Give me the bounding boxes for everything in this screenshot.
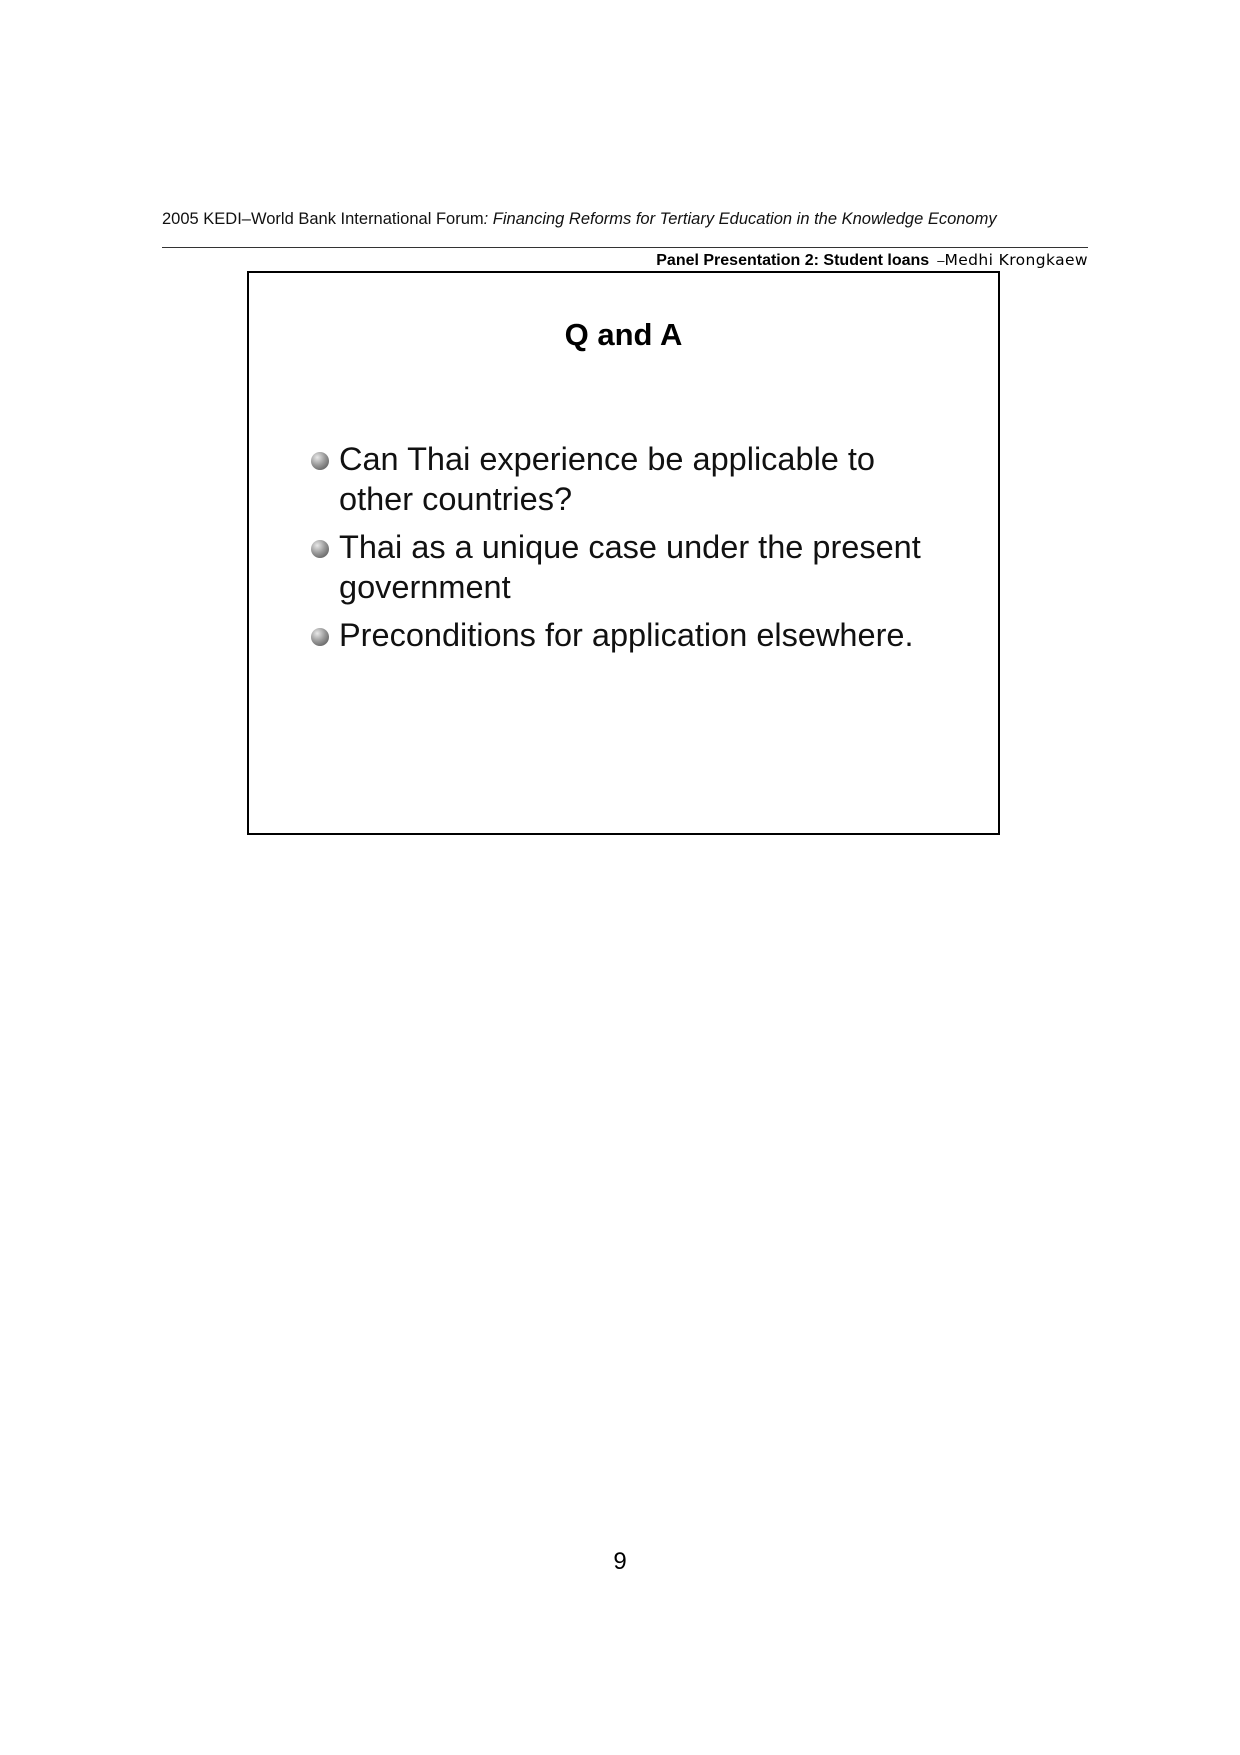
author-name: Medhi Krongkaew: [944, 251, 1088, 269]
sphere-bullet-icon: [311, 628, 329, 646]
bullet-list: [311, 439, 951, 663]
sphere-bullet-icon: [311, 540, 329, 558]
bullet-text: Thai as a unique case under the present government: [339, 529, 921, 605]
slide-title: Q and A: [564, 317, 683, 352]
slide-frame: [247, 271, 1000, 835]
header-divider: [162, 247, 1088, 248]
document-header: [162, 210, 997, 229]
bullet-text: Preconditions for application elsewhere.: [339, 617, 914, 653]
sphere-bullet-icon: [311, 452, 329, 470]
bullet-item: [311, 527, 951, 607]
forum-name: 2005 KEDI–World Bank International Forum: [162, 210, 484, 228]
panel-heading: [656, 251, 1088, 270]
page-number: 9: [613, 1548, 627, 1575]
bullet-item: [311, 439, 951, 519]
panel-dash: –: [937, 253, 945, 268]
panel-title: Panel Presentation 2: Student loans: [656, 252, 930, 269]
bullet-text: Can Thai experience be applicable to other countries?: [339, 441, 876, 517]
forum-subtitle: : Financing Reforms for Tertiary Education in the Knowledge Economy: [483, 210, 997, 228]
bullet-item: [311, 615, 951, 655]
